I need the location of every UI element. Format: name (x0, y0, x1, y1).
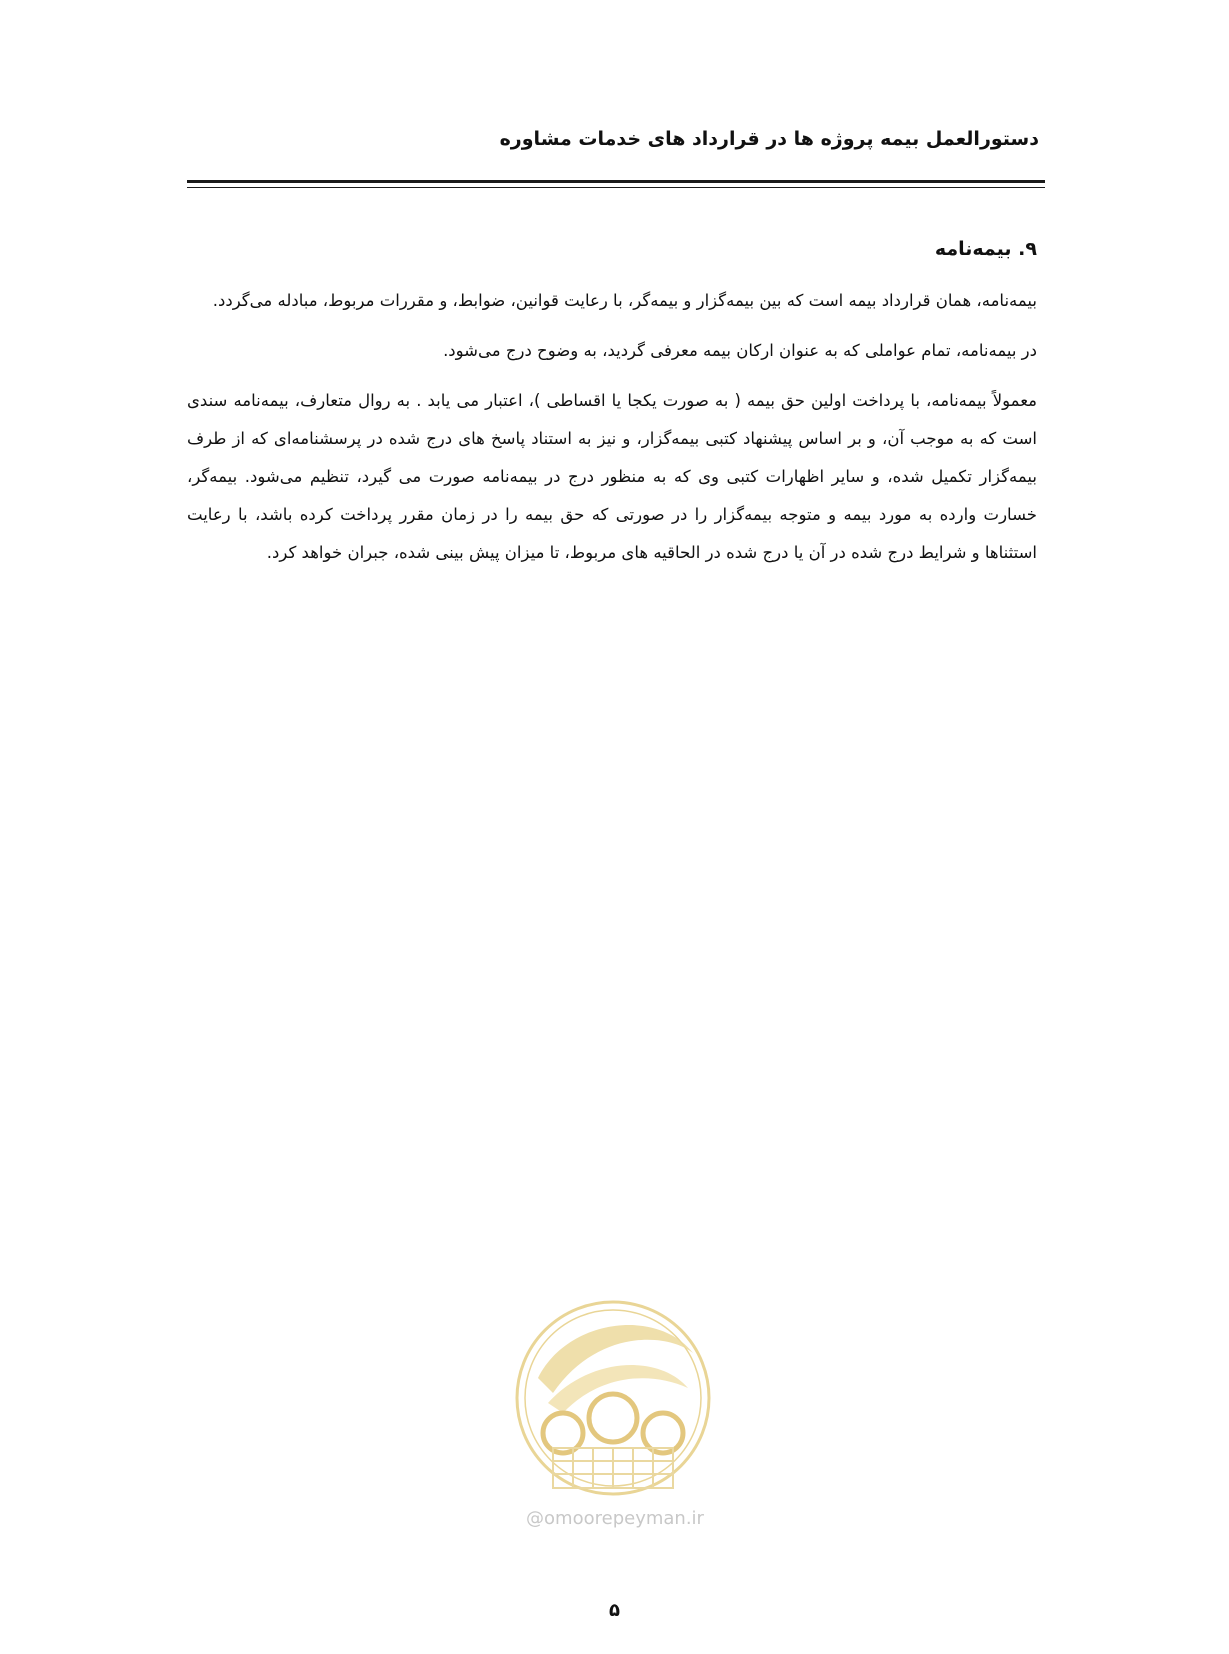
paragraph-validity: معمولاً بیمه‌نامه، با پرداخت اولین حق بیمه ( به صورت یکجا یا اقساطی )، اعتبار می یابد . به روال متعارف، بیمه‌نامه سندی است که به موجب آن، و بر اساس پیشنهاد کتبی بیمه‌گزار، و نیز به استناد پاسخ های درج شده در پرسشنامه‌ای که از طرف بیمه‌گزار تکمیل شده، و سایر اظهارات کتبی وی که به منظور درج در بیمه‌نامه صورت می گیرد، تنظیم می‌شود. بیمه‌گر، خسارت وارده به مورد بیمه و متوجه بیمه‌گزار را در صورتی که حق بیمه را در زمان مقرر پرداخت کرده باشد، با رعایت استثناها و شرایط درج شده در آن یا درج شده در الحاقیه های مربوط، تا میزان پیش بینی شده، جبران خواهد کرد. (187, 391, 1037, 562)
paragraph-definition: بیمه‌نامه، همان قرارداد بیمه است که بین بیمه‌گزار و بیمه‌گر، با رعایت قوانین، ضوابط، و مقررات مربوط، مبادله می‌گردد. (212, 291, 1037, 310)
watermark-caption: @omoorepeyman.ir (526, 1508, 704, 1529)
header-rule-thin (187, 187, 1045, 188)
header-rule-thick (187, 180, 1045, 183)
section-content (187, 238, 1037, 584)
section-heading: ۹. بیمه‌نامه (934, 238, 1037, 260)
page-number: ۵ (609, 1600, 620, 1621)
running-header-title: دستورالعمل بیمه پروژه ها در قرارداد های خدمات مشاوره (499, 128, 1039, 150)
paragraph-elements: در بیمه‌نامه، تمام عواملی که به عنوان ارکان بیمه معرفی گردید، به وضوح درج می‌شود. (443, 341, 1037, 360)
watermark-seal-logo (508, 1298, 718, 1498)
